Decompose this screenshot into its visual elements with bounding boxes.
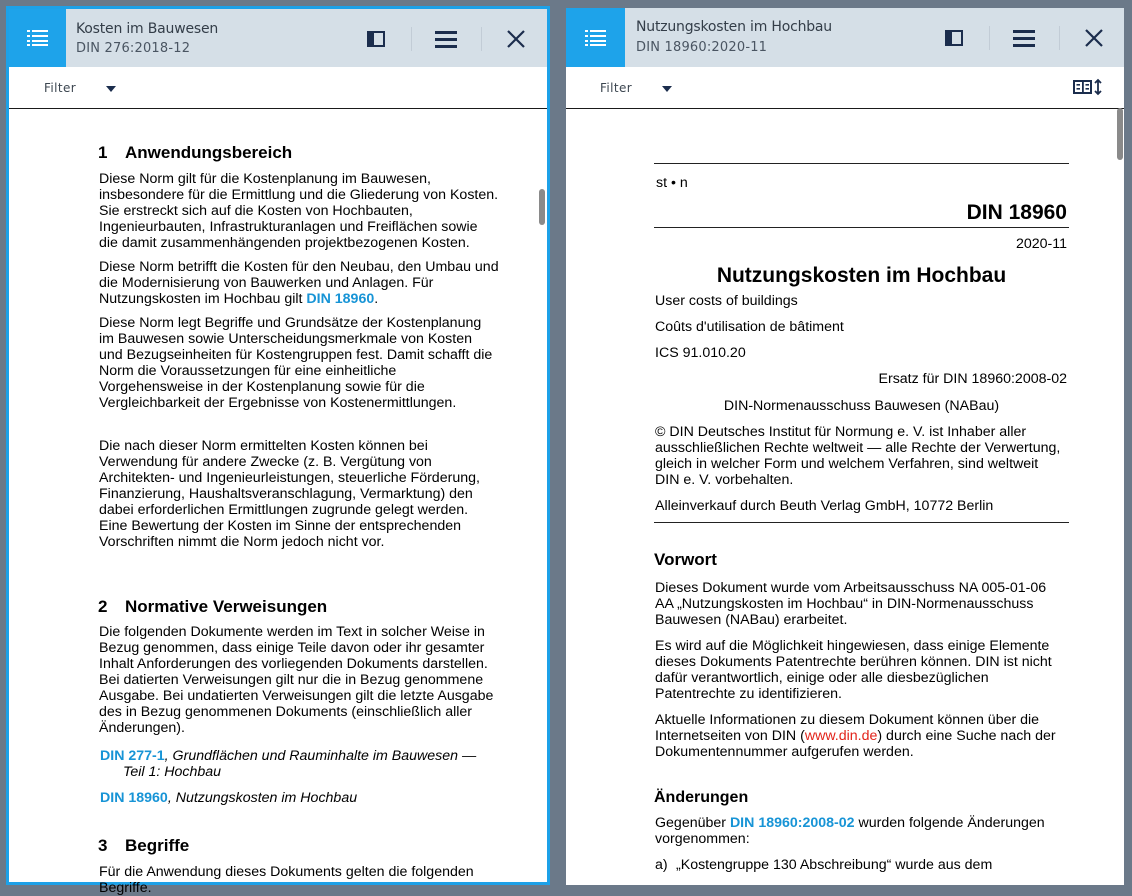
reference-item: DIN 18960, Nutzungskosten im Hochbau xyxy=(100,790,358,806)
right-document-content xyxy=(566,109,1124,885)
close-button[interactable] xyxy=(1080,24,1108,52)
chevron-down-icon[interactable] xyxy=(662,86,672,92)
columns-resize-icon xyxy=(1073,79,1103,95)
din-18960-2008-link[interactable]: DIN 18960:2008-02 xyxy=(729,815,855,831)
rule xyxy=(654,227,1069,228)
panel-icon xyxy=(945,30,963,46)
section-heading: 1 Anwendungsbereich xyxy=(98,143,293,162)
list-icon xyxy=(27,29,49,47)
document-main-title: Nutzungskosten im Hochbau xyxy=(716,264,1007,287)
document-subtitle: DIN 276:2018-12 xyxy=(76,41,191,56)
filter-bar xyxy=(9,67,547,109)
din-18960-link[interactable]: DIN 18960 xyxy=(306,291,375,307)
panel-toggle-button[interactable] xyxy=(362,25,390,53)
filter-bar xyxy=(566,67,1124,109)
din-website-link[interactable]: www.din.de xyxy=(804,728,878,744)
toolbar-divider xyxy=(989,26,990,50)
reference-item: DIN 277-1, Grundflächen und Rauminhalte im Bauwesen — Teil 1: Hochbau xyxy=(100,748,477,780)
close-icon xyxy=(1085,29,1103,47)
filter-label[interactable]: Filter xyxy=(600,81,633,95)
list-icon xyxy=(585,29,607,47)
sales-note: Alleinverkauf durch Beuth Verlag GmbH, 10772 Berlin xyxy=(655,498,994,514)
din-number: DIN 18960 xyxy=(966,201,1067,224)
toolbar-divider xyxy=(411,27,412,51)
menu-button[interactable] xyxy=(1010,24,1038,52)
panel-icon xyxy=(367,31,385,47)
paragraph: Es wird auf die Möglichkeit hingewiesen, dass einige Elemente dieses Dokuments Patentrechte berühren können. DIN ist nicht dafür verantwortlich, einige oder alle diesbezüglichen Patentrechte zu identifizieren. xyxy=(655,638,1052,702)
din-277-1-link[interactable]: DIN 277-1 xyxy=(100,748,165,764)
left-titlebar xyxy=(9,9,547,67)
rule xyxy=(654,522,1069,523)
page-layout-toggle[interactable] xyxy=(1073,79,1103,100)
left-document-pane xyxy=(6,6,550,896)
scrollbar-thumb[interactable] xyxy=(539,189,545,225)
document-title: Nutzungskosten im Hochbau xyxy=(636,19,832,35)
committee: DIN-Normenausschuss Bauwesen (NABau) xyxy=(723,398,1000,414)
document-subtitle: DIN 18960:2020-11 xyxy=(636,40,768,55)
copyright-notice: © DIN Deutsches Institut für Normung e. V. ist Inhaber aller ausschließlichen Rechte weltweit — alle Rechte der Verwertung, gleich in welcher Form und welchem Verfahren, sind weltweit DIN e. V. vorbehalten. xyxy=(655,424,1061,488)
paragraph: Die folgenden Dokumente werden im Text in solcher Weise in Bezug genommen, dass einige Teile davon oder ihr gesamter Inhalt Anforderungen des vorliegenden Dokuments darstellen. Bei datierten Verweisungen gilt nur die in Bezug genommene Ausgabe. Bei undatierten Verweisungen gilt die letzte Ausgabe des in Bezug genommenen Dokuments (einschließlich aller Änderungen). xyxy=(99,624,494,736)
filter-label[interactable]: Filter xyxy=(44,81,77,95)
toc-list-button[interactable] xyxy=(566,8,625,67)
document-title: Kosten im Bauwesen xyxy=(76,21,219,37)
section-heading: Änderungen xyxy=(654,789,749,806)
ics-code: ICS 91.010.20 xyxy=(655,345,746,361)
replaces-note: Ersatz für DIN 18960:2008-02 xyxy=(878,371,1067,387)
paragraph: Dieses Dokument wurde vom Arbeitsausschuss NA 005-01-06 AA „Nutzungskosten im Hochbau“ in DIN-Normenausschuss Bauwesen (NABau) erarbeitet. xyxy=(655,580,1047,628)
menu-button[interactable] xyxy=(432,25,460,53)
hamburger-icon xyxy=(1013,29,1035,47)
toc-list-button[interactable] xyxy=(9,9,66,67)
publication-date: 2020-11 xyxy=(1015,236,1067,252)
toolbar-divider xyxy=(481,27,482,51)
section-heading: Vorwort xyxy=(654,550,717,569)
publisher-mark: st • n xyxy=(656,175,688,191)
paragraph: Diese Norm betrifft die Kosten für den Neubau, den Umbau und die Modernisierung von Bauwerken und Anlagen. Für Nutzungskosten im Hochbau gilt DIN 18960. xyxy=(99,259,499,307)
din-18960-link[interactable]: DIN 18960 xyxy=(100,790,168,806)
section-heading: 3 Begriffe xyxy=(98,836,190,855)
paragraph: Für die Anwendung dieses Dokuments gelten die folgenden Begriffe. xyxy=(99,864,474,896)
close-button[interactable] xyxy=(502,25,530,53)
scrollbar-thumb[interactable] xyxy=(1117,108,1123,160)
paragraph: Diese Norm legt Begriffe und Grundsätze der Kostenplanung im Bauwesen sowie Unterscheidungsmerkmale von Kosten und Bezugseinheiten für Kostengruppen fest. Damit schafft die Norm die Voraussetzungen für eine einheitliche Vorgehensweise in der Kostenplanung sowie für die Vergleichbarkeit der Ergebnisse von Kostenermittlungen. xyxy=(99,315,493,411)
paragraph: Die nach dieser Norm ermittelten Kosten können bei Verwendung für andere Zwecke (z. B. Vergütung von Architekten- und Ingenieurleistungen, steuerliche Förderung, Finanzierung, Haushaltsveranschlagung, Vermarktung) den dabei erforderlichen Ermittlungen zugrunde gelegt werden. Eine Bewertung der Kosten im Sinne der entsprechenden Vorschriften nimmt die Norm jedoch nicht vor. xyxy=(99,438,480,550)
panel-toggle-button[interactable] xyxy=(940,24,968,52)
paragraph: Diese Norm gilt für die Kostenplanung im Bauwesen, insbesondere für die Ermittlung und die Gliederung von Kosten. Sie erstreckt sich auf die Kosten von Hochbauten, Ingenieurbauten, Infrastrukturanlagen und Freiflächen sowie die damit zusammenhängenden projektbezogenen Kosten. xyxy=(99,171,499,251)
chevron-down-icon[interactable] xyxy=(106,86,116,92)
title-french: Coûts d'utilisation de bâtiment xyxy=(655,319,844,335)
rule xyxy=(654,163,1069,164)
hamburger-icon xyxy=(435,30,457,48)
right-document-pane xyxy=(566,8,1124,885)
toolbar-divider xyxy=(1059,26,1060,50)
paragraph: Aktuelle Informationen zu diesem Dokument können über die Internetseiten von DIN (www.din.de) durch eine Suche nach der Dokumentennummer aufgerufen werden. xyxy=(655,712,1056,760)
close-icon xyxy=(507,30,525,48)
left-document-content xyxy=(9,110,547,896)
right-titlebar xyxy=(566,8,1124,67)
paragraph: Gegenüber DIN 18960:2008-02 wurden folgende Änderungen vorgenommen: xyxy=(655,815,1045,847)
section-heading: 2 Normative Verweisungen xyxy=(98,597,328,616)
list-item: a) „Kostengruppe 130 Abschreibung“ wurde aus dem xyxy=(655,857,993,873)
title-english: User costs of buildings xyxy=(655,293,798,309)
